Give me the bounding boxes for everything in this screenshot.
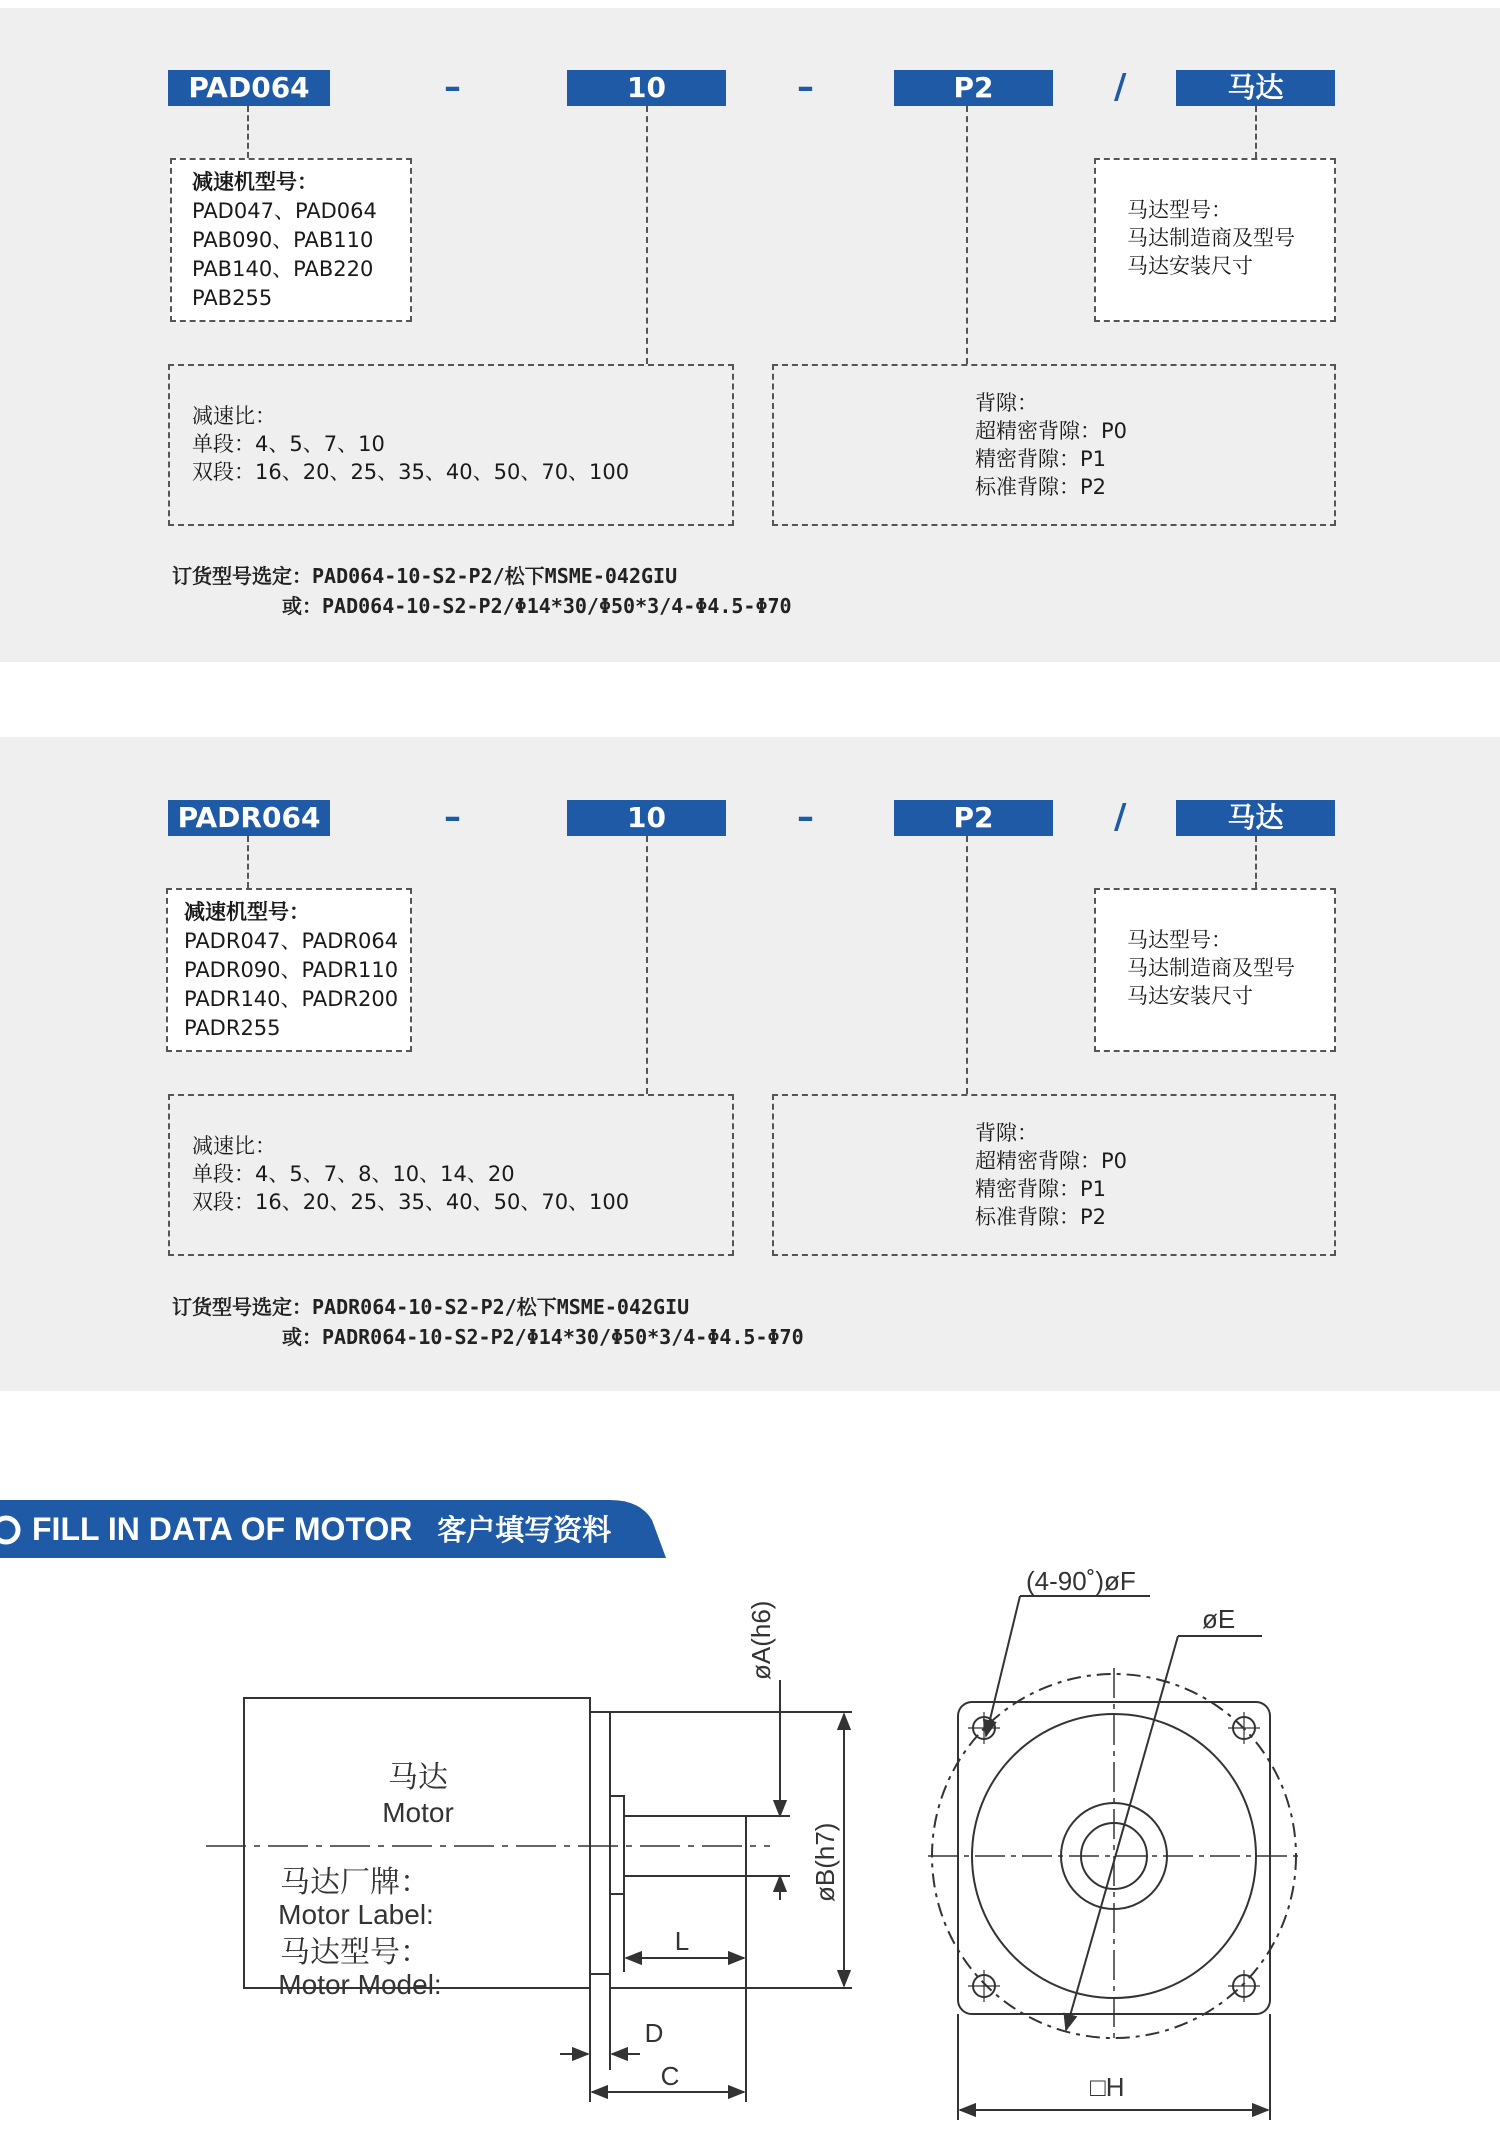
reducer-model-line: PADR090、PADR110 (184, 958, 399, 982)
reducer-model-line: PAD047、PAD064 (192, 199, 377, 223)
backlash-line: 标准背隙：P2 (975, 475, 1107, 499)
ratio-line: 双段：16、20、25、35、40、50、70、100 (192, 460, 630, 484)
dim-l-label: L (674, 1926, 690, 1956)
motor-brand-en-label: Motor Label: (278, 1899, 434, 1930)
connector-line (966, 106, 968, 364)
ratio-line: 单段：4、5、7、8、10、14、20 (192, 1162, 515, 1186)
tag-backlash: P2 (894, 800, 1053, 836)
tag-ratio: 10 (567, 70, 726, 106)
bolt-hole-icon (968, 1712, 1000, 1744)
reducer-box-title: 减速机型号： (192, 170, 318, 194)
order-label: 或： (282, 594, 322, 618)
banner-title-en: FILL IN DATA OF MOTOR (32, 1511, 413, 1547)
reducer-model-line: PADR255 (184, 1016, 281, 1040)
tag-ratio: 10 (567, 800, 726, 836)
separator-dash: – (797, 797, 814, 837)
order-example-line-2 (282, 1322, 804, 1352)
dim-f-label: (4-90˚)øF (1026, 1566, 1136, 1596)
separator-dash: – (797, 67, 814, 107)
order-value: PAD064-10-S2-P2/松下MSME-042GIU (312, 564, 678, 588)
dim-h-label: □H (1090, 2072, 1125, 2102)
backlash-line: 背隙： (975, 1121, 1038, 1145)
tag-model: PADR064 (168, 800, 330, 836)
reducer-model-line: PAB140、PAB220 (192, 257, 374, 281)
backlash-line: 精密背隙：P1 (975, 447, 1107, 471)
reducer-model-line: PADR140、PADR200 (184, 987, 399, 1011)
reducer-model-line: PAB255 (192, 286, 273, 310)
motor-cn-label: 马达 (388, 1761, 448, 1794)
motor-spec-line: 马达型号： (1127, 928, 1232, 952)
motor-spec-line: 马达安装尺寸 (1127, 984, 1253, 1008)
motor-brand-cn-label: 马达厂牌： (280, 1866, 430, 1899)
bolt-hole-icon (1228, 1970, 1260, 2002)
backlash-line: 超精密背隙：P0 (975, 419, 1128, 443)
order-example-line-1 (172, 561, 677, 591)
motor-dimension-drawing (0, 1560, 1500, 2156)
tag-motor: 马达 (1176, 800, 1335, 836)
order-value: PAD064-10-S2-P2/Φ14*30/Φ50*3/4-Φ4.5-Φ70 (322, 594, 792, 618)
connector-line (1255, 106, 1257, 158)
connector-line (966, 836, 968, 1094)
section-banner (0, 1500, 666, 1558)
motor-spec-line: 马达制造商及型号 (1127, 956, 1295, 980)
motor-flange (590, 1712, 610, 1974)
motor-spec-line: 马达安装尺寸 (1127, 254, 1253, 278)
order-label: 订货型号选定： (172, 564, 312, 588)
connector-line (247, 836, 249, 888)
dim-a-label: øA(h6) (746, 1600, 776, 1680)
bolt-hole-icon (1228, 1712, 1260, 1744)
banner-title-cn: 客户填写资料 (437, 1513, 612, 1547)
separator-slash: / (1114, 67, 1127, 107)
ratio-line: 单段：4、5、7、10 (192, 432, 385, 456)
connector-line (1255, 836, 1257, 888)
connector-line (646, 836, 648, 1094)
backlash-line: 超精密背隙：P0 (975, 1149, 1128, 1173)
dim-c-label: C (660, 2061, 680, 2091)
motor-en-label: Motor (382, 1797, 454, 1828)
motor-spec-line: 马达型号： (1127, 198, 1232, 222)
connector-line (646, 106, 648, 364)
motor-model-en-label: Motor Model: (278, 1969, 442, 2000)
motor-pilot (610, 1796, 624, 1894)
dim-d-label: D (644, 2018, 664, 2048)
reducer-model-line: PADR047、PADR064 (184, 929, 399, 953)
dim-b-label: øB(h7) (810, 1822, 840, 1902)
connector-line (247, 106, 249, 158)
order-example-line-1 (172, 1292, 689, 1322)
reducer-model-line: PAB090、PAB110 (192, 228, 374, 252)
separator-slash: / (1114, 797, 1127, 837)
tag-model: PAD064 (168, 70, 330, 106)
backlash-line: 精密背隙：P1 (975, 1177, 1107, 1201)
svg-text:FILL IN DATA OF MOTOR 客户填写 (32, 1511, 611, 1547)
order-value: PADR064-10-S2-P2/Φ14*30/Φ50*3/4-Φ4.5-Φ70 (322, 1325, 804, 1349)
order-value: PADR064-10-S2-P2/松下MSME-042GIU (312, 1295, 690, 1319)
order-example-line-2 (282, 591, 792, 621)
separator-dash: – (444, 67, 461, 107)
motor-spec-line: 马达制造商及型号 (1127, 226, 1295, 250)
ratio-line: 减速比： (192, 404, 276, 428)
bolt-hole-icon (968, 1970, 1000, 2002)
separator-dash: – (444, 797, 461, 837)
reducer-box-title: 减速机型号： (184, 900, 310, 924)
ratio-line: 减速比： (192, 1134, 276, 1158)
ratio-line: 双段：16、20、25、35、40、50、70、100 (192, 1190, 630, 1214)
tag-motor: 马达 (1176, 70, 1335, 106)
motor-model-cn-label: 马达型号： (280, 1936, 430, 1969)
tag-backlash: P2 (894, 70, 1053, 106)
dim-e-label: øE (1202, 1604, 1236, 1634)
order-label: 订货型号选定： (172, 1295, 312, 1319)
order-label: 或： (282, 1325, 322, 1349)
backlash-line: 背隙： (975, 391, 1038, 415)
backlash-line: 标准背隙：P2 (975, 1205, 1107, 1229)
